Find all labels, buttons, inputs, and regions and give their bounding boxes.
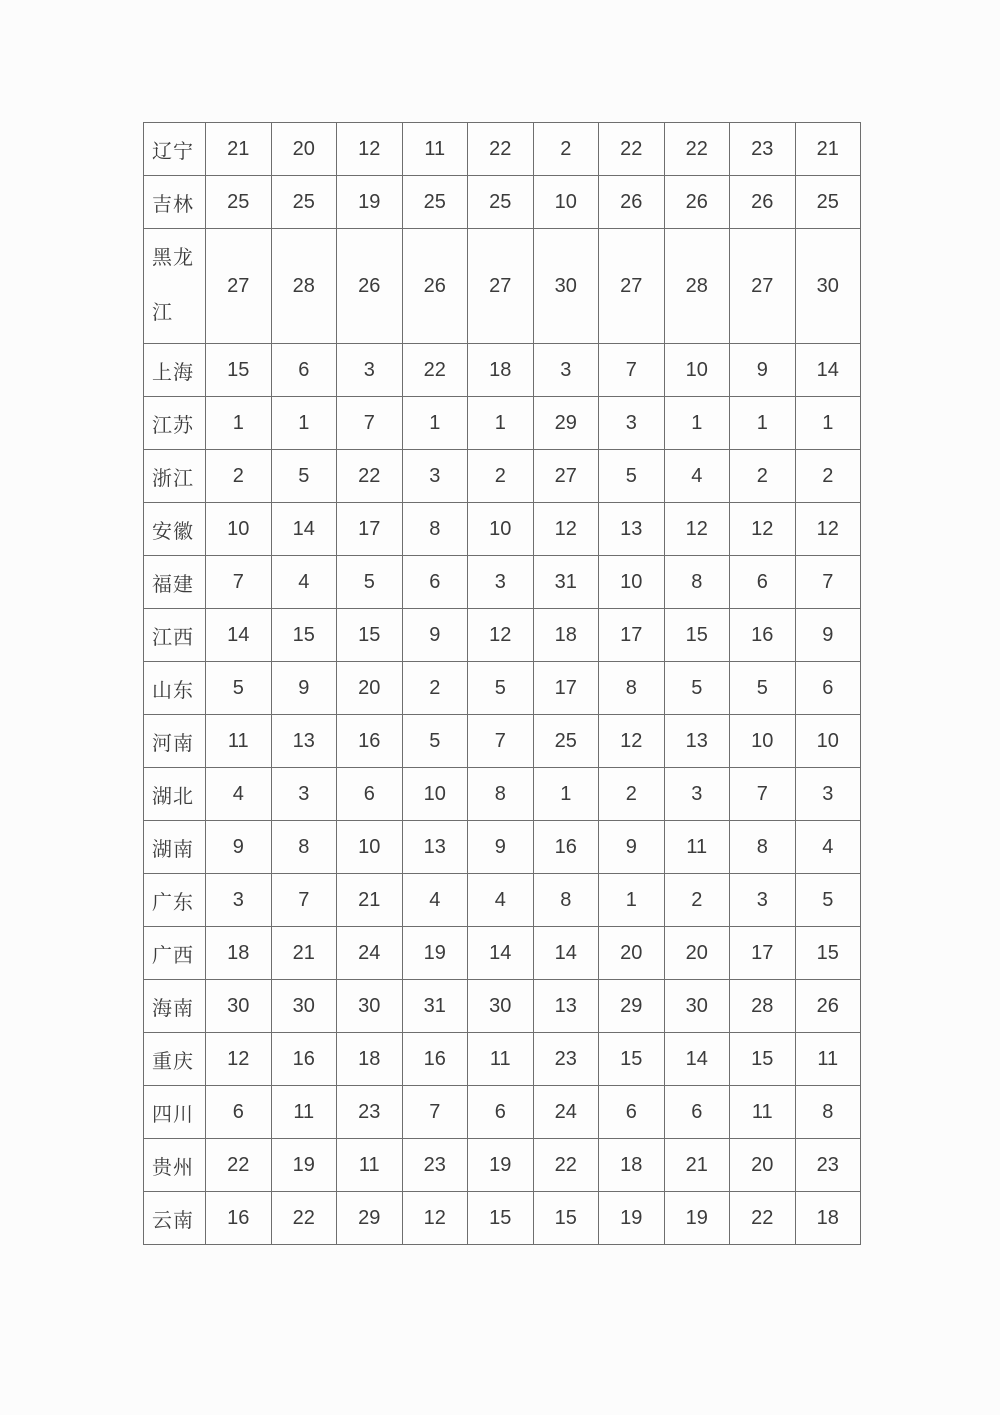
province-name-cell: 福建 (144, 556, 206, 609)
province-name-cell: 湖南 (144, 821, 206, 874)
table-row (144, 1139, 861, 1192)
table-row (144, 123, 861, 176)
value-cell: 19 (599, 1192, 665, 1245)
value-cell: 3 (664, 768, 730, 821)
value-cell: 30 (795, 229, 861, 344)
value-cell: 14 (468, 927, 534, 980)
value-cell: 30 (533, 229, 599, 344)
value-cell: 24 (337, 927, 403, 980)
table-row (144, 397, 861, 450)
province-name-cell: 黑龙江 (144, 229, 206, 344)
value-cell: 30 (271, 980, 337, 1033)
value-cell: 11 (730, 1086, 796, 1139)
value-cell: 25 (533, 715, 599, 768)
province-name-cell: 广东 (144, 874, 206, 927)
value-cell: 22 (402, 344, 468, 397)
value-cell: 29 (599, 980, 665, 1033)
table-row (144, 1033, 861, 1086)
value-cell: 15 (468, 1192, 534, 1245)
value-cell: 19 (337, 176, 403, 229)
value-cell: 30 (337, 980, 403, 1033)
value-cell: 26 (599, 176, 665, 229)
value-cell: 11 (206, 715, 272, 768)
value-cell: 2 (533, 123, 599, 176)
value-cell: 3 (271, 768, 337, 821)
value-cell: 22 (271, 1192, 337, 1245)
value-cell: 4 (271, 556, 337, 609)
value-cell: 6 (468, 1086, 534, 1139)
province-name-cell: 重庆 (144, 1033, 206, 1086)
value-cell: 15 (206, 344, 272, 397)
value-cell: 14 (533, 927, 599, 980)
value-cell: 4 (664, 450, 730, 503)
value-cell: 16 (533, 821, 599, 874)
value-cell: 7 (337, 397, 403, 450)
value-cell: 9 (402, 609, 468, 662)
table-row (144, 176, 861, 229)
value-cell: 2 (664, 874, 730, 927)
value-cell: 10 (206, 503, 272, 556)
value-cell: 16 (337, 715, 403, 768)
value-cell: 8 (402, 503, 468, 556)
value-cell: 3 (795, 768, 861, 821)
value-cell: 16 (730, 609, 796, 662)
value-cell: 26 (664, 176, 730, 229)
value-cell: 16 (402, 1033, 468, 1086)
value-cell: 10 (533, 176, 599, 229)
value-cell: 28 (271, 229, 337, 344)
value-cell: 17 (337, 503, 403, 556)
province-name-cell: 安徽 (144, 503, 206, 556)
value-cell: 3 (533, 344, 599, 397)
value-cell: 4 (795, 821, 861, 874)
value-cell: 17 (533, 662, 599, 715)
table-row (144, 821, 861, 874)
value-cell: 14 (664, 1033, 730, 1086)
value-cell: 12 (206, 1033, 272, 1086)
value-cell: 15 (337, 609, 403, 662)
value-cell: 22 (533, 1139, 599, 1192)
value-cell: 18 (599, 1139, 665, 1192)
value-cell: 16 (206, 1192, 272, 1245)
value-cell: 1 (271, 397, 337, 450)
table-row (144, 874, 861, 927)
value-cell: 22 (206, 1139, 272, 1192)
value-cell: 15 (271, 609, 337, 662)
value-cell: 15 (795, 927, 861, 980)
value-cell: 11 (468, 1033, 534, 1086)
province-name-cell: 浙江 (144, 450, 206, 503)
value-cell: 30 (664, 980, 730, 1033)
value-cell: 1 (468, 397, 534, 450)
value-cell: 12 (664, 503, 730, 556)
value-cell: 21 (206, 123, 272, 176)
value-cell: 8 (795, 1086, 861, 1139)
table-row (144, 556, 861, 609)
value-cell: 19 (402, 927, 468, 980)
value-cell: 13 (402, 821, 468, 874)
table-body (144, 123, 861, 1245)
value-cell: 5 (664, 662, 730, 715)
value-cell: 10 (664, 344, 730, 397)
value-cell: 6 (206, 1086, 272, 1139)
value-cell: 26 (337, 229, 403, 344)
value-cell: 11 (795, 1033, 861, 1086)
value-cell: 5 (795, 874, 861, 927)
value-cell: 5 (468, 662, 534, 715)
value-cell: 6 (795, 662, 861, 715)
value-cell: 11 (402, 123, 468, 176)
value-cell: 13 (533, 980, 599, 1033)
value-cell: 17 (599, 609, 665, 662)
value-cell: 20 (730, 1139, 796, 1192)
value-cell: 5 (599, 450, 665, 503)
value-cell: 21 (795, 123, 861, 176)
value-cell: 3 (599, 397, 665, 450)
value-cell: 20 (337, 662, 403, 715)
value-cell: 14 (206, 609, 272, 662)
value-cell: 2 (599, 768, 665, 821)
province-name-cell: 山东 (144, 662, 206, 715)
value-cell: 29 (337, 1192, 403, 1245)
value-cell: 5 (206, 662, 272, 715)
value-cell: 7 (468, 715, 534, 768)
province-name-cell: 海南 (144, 980, 206, 1033)
value-cell: 18 (795, 1192, 861, 1245)
value-cell: 12 (795, 503, 861, 556)
value-cell: 15 (533, 1192, 599, 1245)
value-cell: 21 (664, 1139, 730, 1192)
value-cell: 5 (730, 662, 796, 715)
value-cell: 1 (599, 874, 665, 927)
table-row (144, 344, 861, 397)
value-cell: 4 (402, 874, 468, 927)
value-cell: 7 (271, 874, 337, 927)
value-cell: 2 (795, 450, 861, 503)
value-cell: 27 (468, 229, 534, 344)
value-cell: 25 (206, 176, 272, 229)
value-cell: 10 (599, 556, 665, 609)
value-cell: 25 (468, 176, 534, 229)
table-row (144, 1192, 861, 1245)
value-cell: 28 (664, 229, 730, 344)
value-cell: 10 (730, 715, 796, 768)
value-cell: 27 (206, 229, 272, 344)
value-cell: 31 (402, 980, 468, 1033)
value-cell: 19 (468, 1139, 534, 1192)
value-cell: 9 (271, 662, 337, 715)
value-cell: 15 (664, 609, 730, 662)
value-cell: 22 (468, 123, 534, 176)
value-cell: 10 (795, 715, 861, 768)
province-name-cell: 上海 (144, 344, 206, 397)
value-cell: 4 (468, 874, 534, 927)
value-cell: 3 (402, 450, 468, 503)
value-cell: 5 (337, 556, 403, 609)
province-name-cell: 云南 (144, 1192, 206, 1245)
value-cell: 19 (271, 1139, 337, 1192)
value-cell: 8 (468, 768, 534, 821)
value-cell: 27 (730, 229, 796, 344)
table-row (144, 980, 861, 1033)
value-cell: 9 (730, 344, 796, 397)
value-cell: 1 (730, 397, 796, 450)
table-row (144, 1086, 861, 1139)
value-cell: 9 (599, 821, 665, 874)
province-name-cell: 辽宁 (144, 123, 206, 176)
value-cell: 8 (533, 874, 599, 927)
province-name-cell: 江苏 (144, 397, 206, 450)
value-cell: 9 (468, 821, 534, 874)
value-cell: 2 (206, 450, 272, 503)
value-cell: 13 (664, 715, 730, 768)
value-cell: 6 (271, 344, 337, 397)
value-cell: 27 (533, 450, 599, 503)
value-cell: 1 (664, 397, 730, 450)
value-cell: 6 (664, 1086, 730, 1139)
value-cell: 23 (402, 1139, 468, 1192)
value-cell: 9 (206, 821, 272, 874)
value-cell: 12 (533, 503, 599, 556)
province-name-cell: 吉林 (144, 176, 206, 229)
value-cell: 7 (730, 768, 796, 821)
value-cell: 12 (402, 1192, 468, 1245)
value-cell: 22 (337, 450, 403, 503)
value-cell: 12 (599, 715, 665, 768)
value-cell: 18 (468, 344, 534, 397)
value-cell: 15 (599, 1033, 665, 1086)
value-cell: 27 (599, 229, 665, 344)
table-row (144, 609, 861, 662)
table-row (144, 450, 861, 503)
value-cell: 10 (402, 768, 468, 821)
province-name-cell: 河南 (144, 715, 206, 768)
value-cell: 7 (402, 1086, 468, 1139)
value-cell: 8 (599, 662, 665, 715)
value-cell: 19 (664, 1192, 730, 1245)
value-cell: 10 (337, 821, 403, 874)
province-name-cell: 江西 (144, 609, 206, 662)
value-cell: 14 (271, 503, 337, 556)
value-cell: 5 (271, 450, 337, 503)
value-cell: 8 (664, 556, 730, 609)
value-cell: 13 (271, 715, 337, 768)
table-row (144, 662, 861, 715)
table-row (144, 927, 861, 980)
value-cell: 25 (795, 176, 861, 229)
value-cell: 11 (664, 821, 730, 874)
value-cell: 2 (730, 450, 796, 503)
value-cell: 17 (730, 927, 796, 980)
value-cell: 23 (533, 1033, 599, 1086)
value-cell: 26 (730, 176, 796, 229)
value-cell: 1 (795, 397, 861, 450)
table-row (144, 715, 861, 768)
value-cell: 29 (533, 397, 599, 450)
value-cell: 7 (206, 556, 272, 609)
value-cell: 28 (730, 980, 796, 1033)
value-cell: 1 (533, 768, 599, 821)
value-cell: 6 (402, 556, 468, 609)
value-cell: 11 (337, 1139, 403, 1192)
value-cell: 7 (599, 344, 665, 397)
value-cell: 3 (468, 556, 534, 609)
value-cell: 24 (533, 1086, 599, 1139)
value-cell: 23 (730, 123, 796, 176)
value-cell: 11 (271, 1086, 337, 1139)
value-cell: 1 (402, 397, 468, 450)
value-cell: 18 (337, 1033, 403, 1086)
value-cell: 22 (599, 123, 665, 176)
value-cell: 1 (206, 397, 272, 450)
table-row (144, 229, 861, 344)
table-row (144, 768, 861, 821)
value-cell: 8 (271, 821, 337, 874)
value-cell: 18 (206, 927, 272, 980)
value-cell: 20 (271, 123, 337, 176)
value-cell: 6 (599, 1086, 665, 1139)
value-cell: 20 (664, 927, 730, 980)
value-cell: 30 (468, 980, 534, 1033)
value-cell: 2 (402, 662, 468, 715)
value-cell: 2 (468, 450, 534, 503)
province-name-cell: 湖北 (144, 768, 206, 821)
value-cell: 23 (795, 1139, 861, 1192)
value-cell: 31 (533, 556, 599, 609)
value-cell: 9 (795, 609, 861, 662)
value-cell: 14 (795, 344, 861, 397)
value-cell: 12 (730, 503, 796, 556)
province-name-cell: 贵州 (144, 1139, 206, 1192)
value-cell: 26 (402, 229, 468, 344)
value-cell: 8 (730, 821, 796, 874)
value-cell: 25 (402, 176, 468, 229)
value-cell: 20 (599, 927, 665, 980)
value-cell: 5 (402, 715, 468, 768)
value-cell: 15 (730, 1033, 796, 1086)
value-cell: 23 (337, 1086, 403, 1139)
table-row (144, 503, 861, 556)
value-cell: 10 (468, 503, 534, 556)
value-cell: 6 (730, 556, 796, 609)
value-cell: 3 (730, 874, 796, 927)
value-cell: 22 (664, 123, 730, 176)
value-cell: 13 (599, 503, 665, 556)
value-cell: 16 (271, 1033, 337, 1086)
value-cell: 12 (468, 609, 534, 662)
value-cell: 12 (337, 123, 403, 176)
value-cell: 3 (337, 344, 403, 397)
value-cell: 18 (533, 609, 599, 662)
province-name-cell: 四川 (144, 1086, 206, 1139)
value-cell: 4 (206, 768, 272, 821)
province-ranking-table (143, 122, 861, 1245)
value-cell: 26 (795, 980, 861, 1033)
value-cell: 3 (206, 874, 272, 927)
value-cell: 30 (206, 980, 272, 1033)
value-cell: 21 (337, 874, 403, 927)
value-cell: 21 (271, 927, 337, 980)
value-cell: 7 (795, 556, 861, 609)
value-cell: 22 (730, 1192, 796, 1245)
value-cell: 25 (271, 176, 337, 229)
value-cell: 6 (337, 768, 403, 821)
province-name-cell: 广西 (144, 927, 206, 980)
